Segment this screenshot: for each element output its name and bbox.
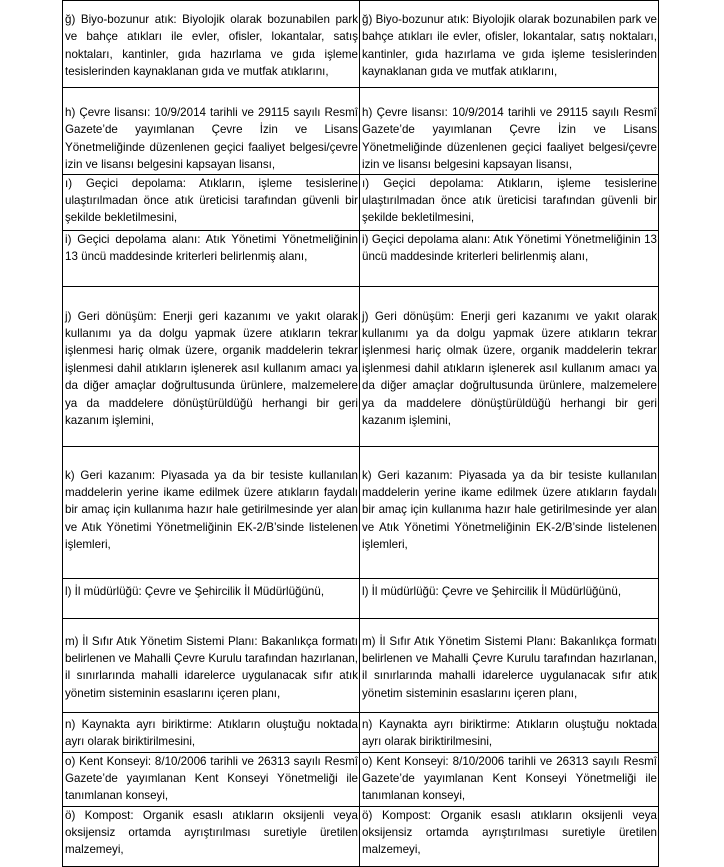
table-row <box>63 752 659 806</box>
left-cell: ğ) Biyo-bozunur atık: Biyolojik olarak bozunabilen park ve bahçe atıkları ile evler, ofisler, lokantalar, satış noktaları, kantinler, gıda hazırlama ve gıda işleme tesislerinden kaynaklanan gıda ve mutfak atıklarını, <box>63 1 360 88</box>
table-row <box>63 578 659 618</box>
right-cell: i) Geçici depolama alanı: Atık Yönetimi Yönetmeliğinin 13 üncü maddesinde kriterleri belirlenmiş alanı, <box>360 230 659 286</box>
table-row <box>63 1 659 88</box>
right-cell: k) Geri kazanım: Piyasada ya da bir tesiste kullanılan maddelerin yerine ikame edilmek üzere atıkların faydalı bir amaç için kullanıma hazır hale getirilmesinde yer alan ve Atık Yönetimi Yönetmeliğinin EK-2/B’sinde listelenen işlemleri, <box>360 446 659 578</box>
table-row <box>63 446 659 578</box>
right-cell: ğ) Biyo-bozunur atık: Biyolojik olarak bozunabilen park ve bahçe atıkları ile evler, ofisler, lokantalar, satış noktaları, kantinler, gıda hazırlama ve gıda işleme tesislerinden kaynaklanan gıda ve mutfak atıklarını, <box>360 1 659 88</box>
left-cell: m) İl Sıfır Atık Yönetim Sistemi Planı: Bakanlıkça formatı belirlenen ve Mahalli Çevre Kurulu tarafından hazırlanan, il sınırlarında mahalli idarelerce uygulanacak sıfır atık yönetim sisteminin esaslarını içeren planı, <box>63 618 360 712</box>
right-cell: l) İl müdürlüğü: Çevre ve Şehircilik İl Müdürlüğünü, <box>360 578 659 618</box>
comparison-table <box>62 0 659 867</box>
table-row <box>63 618 659 712</box>
left-cell: h) Çevre lisansı: 10/9/2014 tarihli ve 29115 sayılı Resmî Gazete’de yayımlanan Çevre İzin ve Lisans Yönetmeliğinde düzenlenen geçici faaliyet belgesi/çevre izin ve lisansı belgesini kapsayan lisansı, <box>63 88 360 175</box>
left-cell: j) Geri dönüşüm: Enerji geri kazanımı ve yakıt olarak kullanımı ya da dolgu yapmak üzere atıkların tekrar işlenmesi hariç olmak üzere, organik maddelerin tekrar işlenmesi dahil atıkların işlenerek asıl kullanım amacı ya da diğer amaçlar doğrultusunda ürünlere, malzemelere ya da maddelere dönüştürüldüğü herhangi bir geri kazanım işlemini, <box>63 286 360 446</box>
right-cell: h) Çevre lisansı: 10/9/2014 tarihli ve 29115 sayılı Resmî Gazete’de yayımlanan Çevre İzin ve Lisans Yönetmeliğinde düzenlenen geçici faaliyet belgesi/çevre izin ve lisansı belgesini kapsayan lisansı, <box>360 88 659 175</box>
right-cell: ö) Kompost: Organik esaslı atıkların oksijenli veya oksijensiz ortamda ayrıştırılması suretiyle üretilen malzemeyi, <box>360 806 659 866</box>
table-row <box>63 712 659 752</box>
table-row <box>63 174 659 230</box>
table-row <box>63 286 659 446</box>
right-cell: m) İl Sıfır Atık Yönetim Sistemi Planı: Bakanlıkça formatı belirlenen ve Mahalli Çevre Kurulu tarafından hazırlanan, il sınırlarında mahalli idarelerce uygulanacak sıfır atık yönetim sisteminin esaslarını içeren planı, <box>360 618 659 712</box>
table-row <box>63 230 659 286</box>
right-cell: n) Kaynakta ayrı biriktirme: Atıkların oluştuğu noktada ayrı olarak biriktirilmesini, <box>360 712 659 752</box>
right-cell: o) Kent Konseyi: 8/10/2006 tarihli ve 26313 sayılı Resmî Gazete’de yayımlanan Kent Konseyi Yönetmeliği ile tanımlanan konseyi, <box>360 752 659 806</box>
left-cell: n) Kaynakta ayrı biriktirme: Atıkların oluştuğu noktada ayrı olarak biriktirilmesini, <box>63 712 360 752</box>
left-cell: l) İl müdürlüğü: Çevre ve Şehircilik İl Müdürlüğünü, <box>63 578 360 618</box>
left-cell: i) Geçici depolama alanı: Atık Yönetimi Yönetmeliğinin 13 üncü maddesinde kriterleri belirlenmiş alanı, <box>63 230 360 286</box>
left-cell: ö) Kompost: Organik esaslı atıkların oksijenli veya oksijensiz ortamda ayrıştırılması suretiyle üretilen malzemeyi, <box>63 806 360 866</box>
table-row <box>63 88 659 175</box>
right-cell: ı) Geçici depolama: Atıkların, işleme tesislerine ulaştırılmadan önce atık üreticisi tarafından güvenli bir şekilde bekletilmesini, <box>360 174 659 230</box>
left-cell: o) Kent Konseyi: 8/10/2006 tarihli ve 26313 sayılı Resmî Gazete’de yayımlanan Kent Konseyi Yönetmeliği ile tanımlanan konseyi, <box>63 752 360 806</box>
left-cell: k) Geri kazanım: Piyasada ya da bir tesiste kullanılan maddelerin yerine ikame edilmek üzere atıkların faydalı bir amaç için kullanıma hazır hale getirilmesinde yer alan ve Atık Yönetimi Yönetmeliğinin EK-2/B’sinde listelenen işlemleri, <box>63 446 360 578</box>
table-row <box>63 806 659 866</box>
right-cell: j) Geri dönüşüm: Enerji geri kazanımı ve yakıt olarak kullanımı ya da dolgu yapmak üzere atıkların tekrar işlenmesi hariç olmak üzere, organik maddelerin tekrar işlenmesi dahil atıkların işlenerek asıl kullanım amacı ya da diğer amaçlar doğrultusunda ürünlere, malzemelere ya da maddelere dönüştürüldüğü herhangi bir geri kazanım işlemini, <box>360 286 659 446</box>
left-cell: ı) Geçici depolama: Atıkların, işleme tesislerine ulaştırılmadan önce atık üreticisi tarafından güvenli bir şekilde bekletilmesini, <box>63 174 360 230</box>
